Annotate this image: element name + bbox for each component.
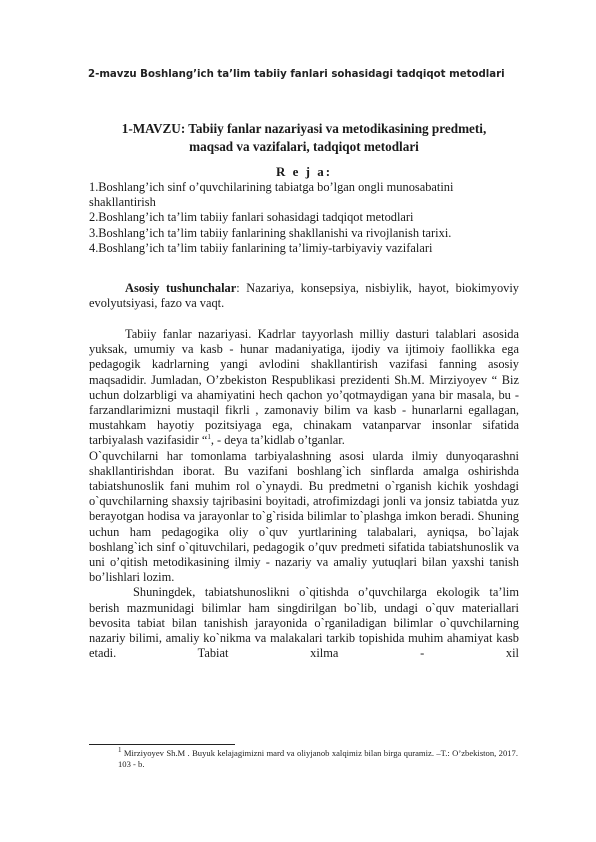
topic-heading: 2-mavzu Boshlang’ich ta’lim tabiiy fanlari sohasidagi tadqiqot metodlari: [88, 69, 505, 80]
plan-item: 1.Boshlang’ich sinf o’quvchilarining tabiatga bo’lgan ongli munosabatini shakllantirish: [89, 180, 454, 210]
footnote-marker: 1: [118, 746, 122, 755]
main-text: [89, 327, 519, 661]
footnote-text: Mirziyoyev Sh.M . Buyuk kelajagimizni mard va oliyjanob xalqimiz bilan birga quramiz. –T.: O’zbekiston, 2017. 103 - b.: [118, 748, 518, 769]
lecture-title-line-2: maqsad va vazifalari, tadqiqot metodlari: [189, 139, 419, 154]
plan-heading: R e j a:: [275, 164, 333, 179]
key-concepts-text: : Nazariya, konsepsiya, nisbiylik, hayot, biokimyoviy evolyutsiyasi, fazo va vaqt.: [89, 281, 519, 311]
key-concepts-label: Asosiy tushunchalar: [125, 281, 237, 295]
footnote-reference[interactable]: 1: [207, 433, 211, 442]
key-concepts: [89, 281, 519, 311]
plan-item: 2.Boshlang’ich ta’lim tabiiy fanlari sohasidagi tadqiqot metodlari: [89, 210, 414, 225]
paragraph-ecology: Shuningdek, tabiatshunoslikni o`qitishda o’quvchilarga ekologik ta’lim berish mazmunidagi bilimlar ham singdirilgan bo`lib, undagi o`quv materiallari bevosita tabiat bilan tanishish jarayonida o`rganiladigan bilimlar o`quvchilarning nazariy bilimi, amaliy ko`nikma va malakalari tarkib topishida muhim ahamiyat kasb etadi. Tabiat xilma - xil: [89, 585, 519, 661]
paragraph-theory-end: , - deya ta’kidlab o’tganlar.: [210, 433, 345, 448]
footnote: [118, 748, 518, 770]
paragraph-worldview: O`quvchilarni har tomonlama tarbiyalashning asosi ularda ilmiy dunyoqarashni shakllantirishdan iborat. Bu vazifani boshlang`ich sinflarda amalga oshirishda tabiatshunoslik fani muhim rol o`ynaydi. Bu predmetni o`rganish kichik yoshdagi o`quvchilarning shaxsiy tajribasini boyitadi, atrofimizdagi jonli va jonsiz tabiatda yuz berayotgan hodisa va jarayonlar to`g`risida bilimlar to`plashga imkon beradi. Shuning uchun ham pedagogika oliy o`quv yurtlarining talabalari, ayniqsa, bo`lajak boshlang`ich sinf o`qituvchilari, pedagogik o’quv predmeti sifatida tabiatshunoslik va uni o’qitish metodikasining ilmiy - nazariy va amaliy yutuqlari bilan yaxshi tanish bo’lishlari lozim.: [89, 448, 519, 585]
plan-item: 3.Boshlang’ich ta’lim tabiiy fanlarining shakllanishi va rivojlanish tarixi.: [89, 225, 452, 240]
paragraph-theory-text: Tabiiy fanlar nazariyasi. Kadrlar tayyorlash milliy dasturi talablari asosida yuksak, umumiy va kasb - hunar madaniyatiga, ijodiy va ijtimoiy faollikka ega pedagogik kadrlarning yangi avlodini shakllantirish vazifasi fanning asosiy maqsadidir. Jumladan, O’zbekiston Respublikasi prezidenti Sh.M. Mirziyoyev “ Biz uchun dolzarbligi va ahamiyatini hech qachon yo’qotmaydigan yana bir masala, bu - farzandlarimizni mustaqil fikrli , zamonaviy bilim va kasb - hunarlarni egallagan, mustahkam hayotiy pozitsiyaga ega, chinakam vatanparvar insonlar sifatida tarbiyalash vazifasidir “: [89, 327, 519, 448]
paragraph-theory: [89, 327, 519, 449]
plan-item: 4.Boshlang’ich ta’lim tabiiy fanlarining ta’limiy-tarbiyaviy vazifalari: [89, 240, 433, 255]
lecture-title-line-1: 1-MAVZU: Tabiiy fanlar nazariyasi va metodikasining predmeti,: [121, 121, 487, 136]
footnote-divider: [89, 744, 235, 745]
plan-list: [89, 180, 519, 256]
lecture-title: [88, 120, 520, 156]
